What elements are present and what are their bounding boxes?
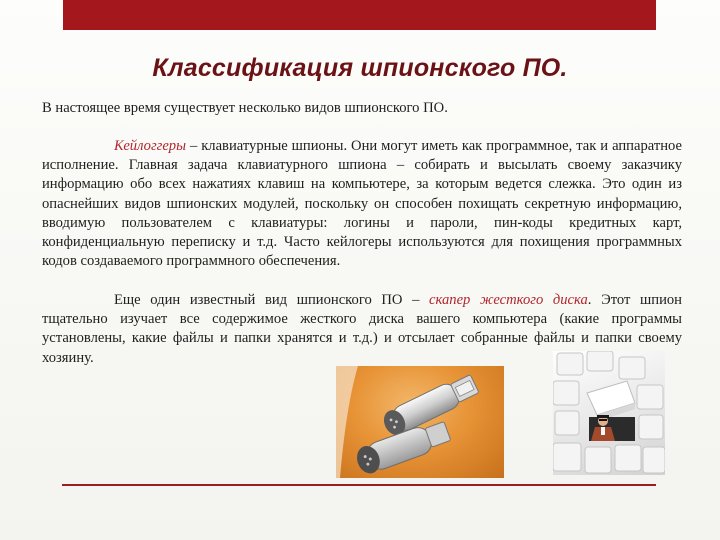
disk-scanner-text-before: Еще один известный вид шпионского ПО – [114,292,430,308]
adapters-illustration [336,366,504,478]
slide-title: Классификация шпионского ПО. [152,54,568,82]
keyloggers-text: – клавиатурные шпионы. Они могут иметь как программное, так и аппаратное исполнение. Главная задача клавиатурного шпиона – собирать и высылать своему заказчику информацию обо всех нажатиях клавиш на компьютере, за которым ведется слежка. Это один из опаснейших видов шпионских модулей, поскольку он способен похищать секретную информацию, вводимую пользователем с клавиатуры: логины и пароли, пин-коды кредитных карт, конфиденциальную переписку и т.д. Часто кейлогеры используются для похищения программных кодов создаваемого программного обеспечения. [42,138,682,270]
bottom-divider [62,484,656,486]
keyboard-spy-illustration [553,351,665,475]
disk-scanner-text-after: . Этот шпион тщательно изучает все содержимое жесткого диска вашего компьютера (какие программы установлены, какие файлы и папки хранятся и т.д.) и отсылает собранные файлы и папки своему хозяину. [42,292,682,366]
keyloggers-paragraph [42,137,682,271]
top-accent-bar [63,0,656,30]
disk-scanner-term: скапер жесткого диска [429,292,588,308]
spy-in-keyboard-photo [553,351,665,475]
intro-paragraph: В настоящее время существует несколько видов шпионского ПО. [42,100,448,116]
keyloggers-term: Кейлоггеры [114,138,186,154]
usb-ps2-adapters-photo [336,366,504,478]
